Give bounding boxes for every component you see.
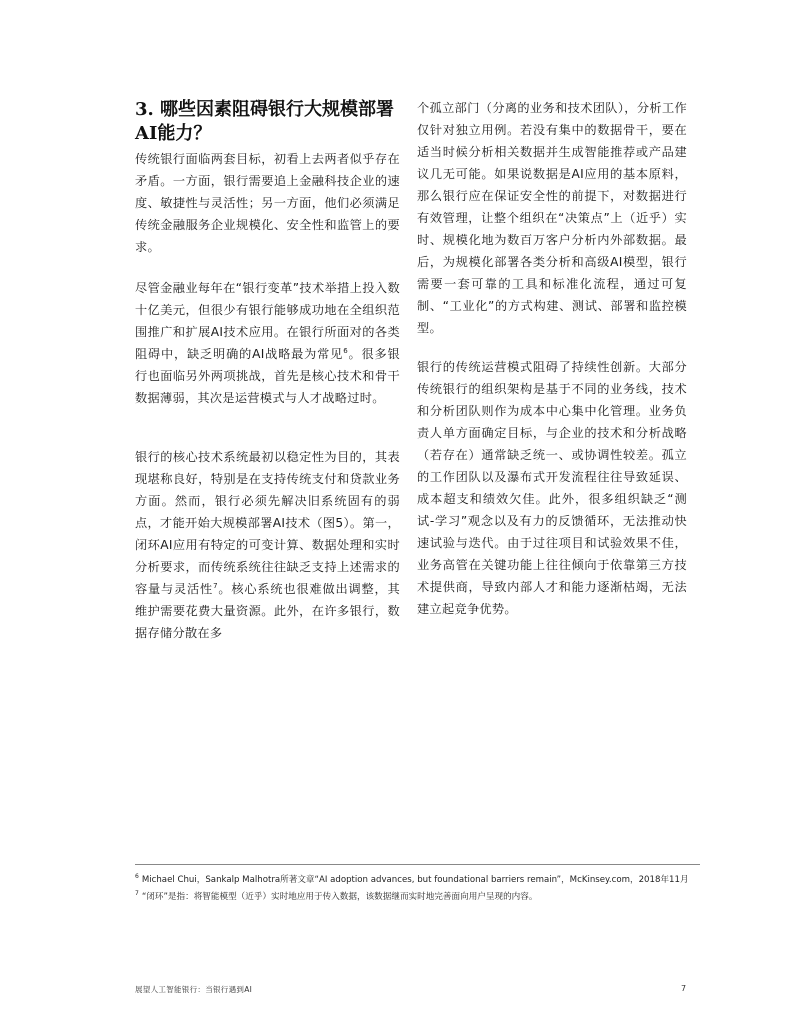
left-paragraph-1: 传统银行面临两套目标，初看上去两者似乎存在矛盾。一方面，银行需要追上金融科技企业的速度、敏捷性与灵活性；另一方面，他们必须满足传统金融服务企业规模化、安全性和监管上的要求。 [135, 152, 400, 254]
left-paragraph-3 [135, 446, 400, 644]
footnote-ref-6: 6 [343, 346, 348, 355]
left-paragraph-2-text-a: 尽管金融业每年在“银行变革”技术举措上投入数十亿美元，但很少有银行能够成功地在全组织范围推广和扩展AI技术应用。在银行所面对的各类阻碍中，缺乏明确的AI战略最为常见 [135, 281, 400, 361]
footnote-6 [135, 870, 715, 887]
footnote-text: “闭环”是指：将智能模型（近乎）实时地应用于传入数据，该数据继而实时地完善面向用户呈现的内容。 [141, 891, 538, 902]
right-paragraph-2: 银行的传统运营模式阻碍了持续性创新。大部分传统银行的组织架构是基于不同的业务线，技术和分析团队则作为成本中心集中化管理。业务负责人单方面确定目标，与企业的技术和分析战略（若存在）通常缺乏统一、或协调性较差。孤立的工作团队以及瀑布式开发流程往往导致延误、成本超支和绩效欠佳。此外，很多组织缺乏“测试-学习”观念以及有力的反馈循环，无法推动快速试验与迭代。由于过往项目和试验效果不佳，业务高管在关键功能上往往倾向于依靠第三方技术提供商，导致内部人才和能力逐渐枯竭，无法建立起竞争优势。 [417, 360, 687, 616]
page-number: 7 [681, 984, 687, 993]
footnotes [135, 870, 715, 904]
left-paragraph-3-text-a: 银行的核心技术系统最初以稳定性为目的，其表现堪称良好，特别是在支持传统支付和贷款业务方面。然而，银行必须先解决旧系统固有的弱点，才能开始大规模部署AI技术（图5）。第一，闭环AI应用有特定的可变计算、数据处理和实时分析要求，而传统系统往往缺乏支持上述需求的容量与灵活性 [135, 450, 400, 596]
footnote-text: Michael Chui，Sankalp Malhotra所著文章“AI adoption advances, but foundational barriers remain”，McKinsey.com，2018年11月 [141, 874, 689, 885]
right-paragraph-1: 个孤立部门（分离的业务和技术团队），分析工作仅针对独立用例。若没有集中的数据骨干，要在适当时候分析相关数据并生成智能推荐或产品建议几无可能。如果说数据是AI应用的基本原料，那么银行应在保证安全性的前提下，对数据进行有效管理，让整个组织在“决策点”上（近乎）实时、规模化地为数百万客户分析内外部数据。最后，为规模化部署各类分析和高级AI模型，银行需要一套可靠的工具和标准化流程，通过可复制、“工业化”的方式构建、测试、部署和监控模型。 [417, 101, 687, 335]
footnote-number: 6 [135, 873, 139, 880]
footnote-ref-7: 7 [213, 581, 218, 590]
left-paragraph-2-text-b: 。很多银行也面临另外两项挑战，首先是核心技术和骨干数据薄弱，其次是运营模式与人才战略过时。 [135, 347, 401, 405]
section-title [135, 98, 405, 146]
left-paragraph-3-text-b: 。核心系统也很难做出调整，其维护需要花费大量资源。此外，在许多银行，数据存储分散在多 [135, 582, 400, 640]
section-title-line1: 3. 哪些因素阻碍银行大规模部署 [135, 99, 395, 120]
footnote-7 [135, 887, 715, 904]
footnote-divider [135, 864, 700, 865]
footer-title: 展望人工智能银行：当银行遇到AI [135, 985, 253, 994]
footnote-number: 7 [135, 889, 139, 897]
left-paragraph-2 [135, 277, 400, 409]
section-title-line2: AI能力？ [135, 123, 212, 144]
